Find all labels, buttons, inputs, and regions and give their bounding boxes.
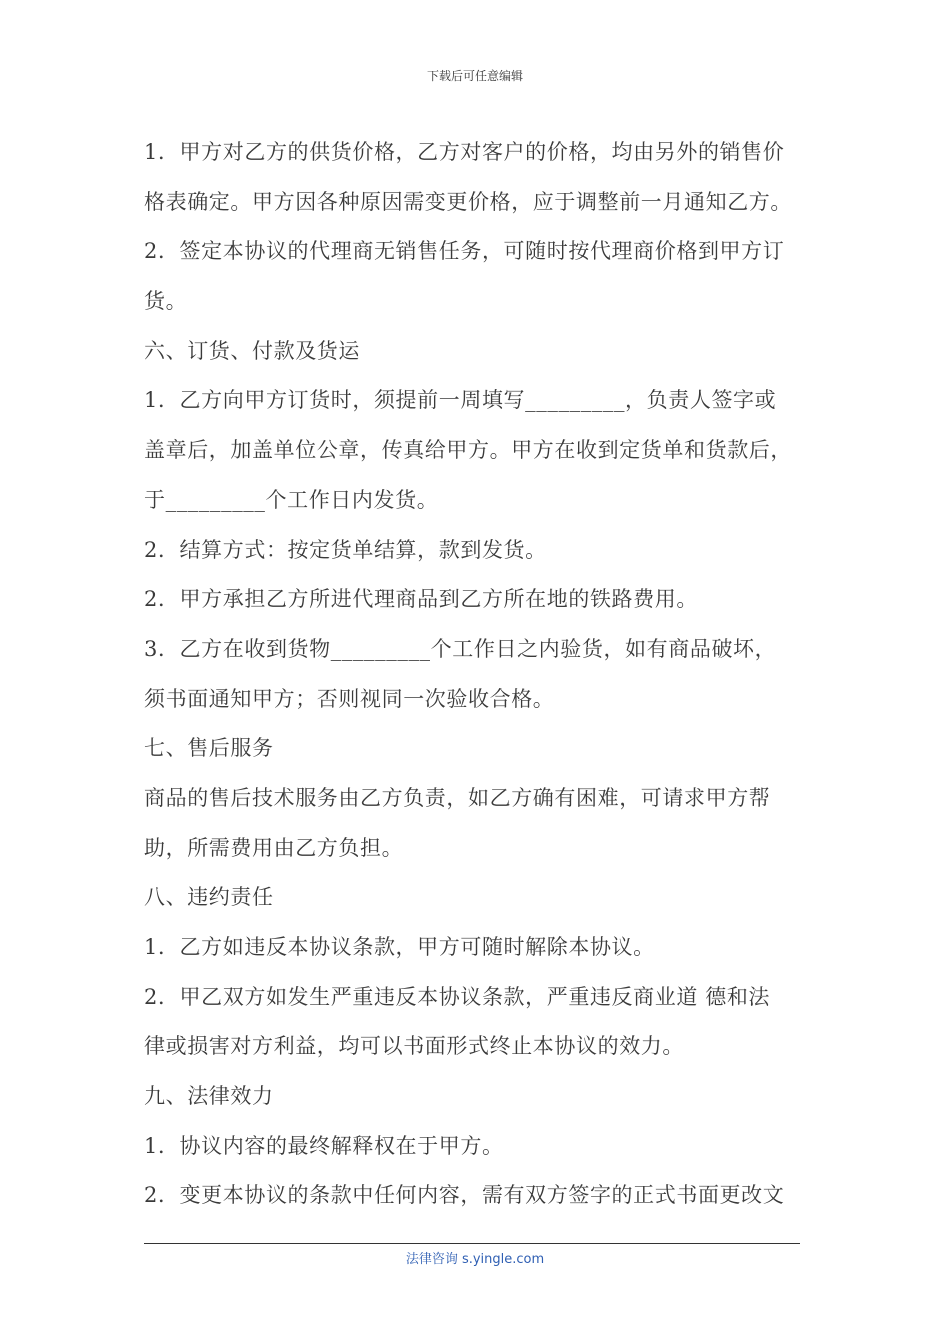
text-line: 2．甲方承担乙方所进代理商品到乙方所在地的铁路费用。: [144, 587, 698, 612]
section-heading: 九、法律效力: [144, 1084, 274, 1109]
text-line: 律或损害对方利益，均可以书面形式终止本协议的效力。: [144, 1034, 684, 1059]
text-line: 货。: [144, 289, 188, 314]
text-line: 2．甲乙双方如发生严重违反本协议条款，严重违反商业道 德和法: [144, 984, 771, 1009]
footer-link[interactable]: 法律咨询 s.yingle.com: [405, 1252, 545, 1267]
text-line: 须书面通知甲方；否则视同一次验收合格。: [144, 686, 555, 711]
text-line: 2．结算方式：按定货单结算，款到发货。: [144, 537, 547, 562]
text-line: 格表确定。甲方因各种原因需变更价格，应于调整前一月通知乙方。: [144, 189, 792, 214]
text-line: 2．变更本协议的条款中任何内容，需有双方签字的正式书面更改文: [144, 1183, 785, 1208]
page-header: 下载后可任意编辑: [426, 69, 523, 83]
section-heading: 六、订货、付款及货运: [144, 338, 360, 363]
text-line: 1．协议内容的最终解释权在于甲方。: [144, 1133, 504, 1158]
section-heading: 七、售后服务: [144, 736, 274, 761]
text-line: 于_________个工作日内发货。: [144, 487, 439, 512]
document-body: [144, 131, 824, 1224]
text-line: 商品的售后技术服务由乙方负责，如乙方确有困难，可请求甲方帮: [144, 785, 771, 810]
text-line: 1．甲方对乙方的供货价格，乙方对客户的价格，均由另外的销售价: [144, 140, 785, 164]
text-line: 1．乙方如违反本协议条款，甲方可随时解除本协议。: [144, 935, 655, 959]
text-line: 盖章后，加盖单位公章，传真给甲方。甲方在收到定货单和货款后，: [144, 438, 792, 463]
text-line: 3．乙方在收到货物_________个工作日之内验货，如有商品破坏，: [144, 636, 777, 661]
section-heading: 八、违约责任: [144, 885, 274, 910]
text-line: 2．签定本协议的代理商无销售任务，可随时按代理商价格到甲方订: [144, 239, 785, 264]
text-line: 助，所需费用由乙方负担。: [144, 835, 404, 860]
footer-divider: [144, 1243, 800, 1244]
text-line: 1．乙方向甲方订货时，须提前一周填写_________，负责人签字或: [144, 388, 777, 413]
